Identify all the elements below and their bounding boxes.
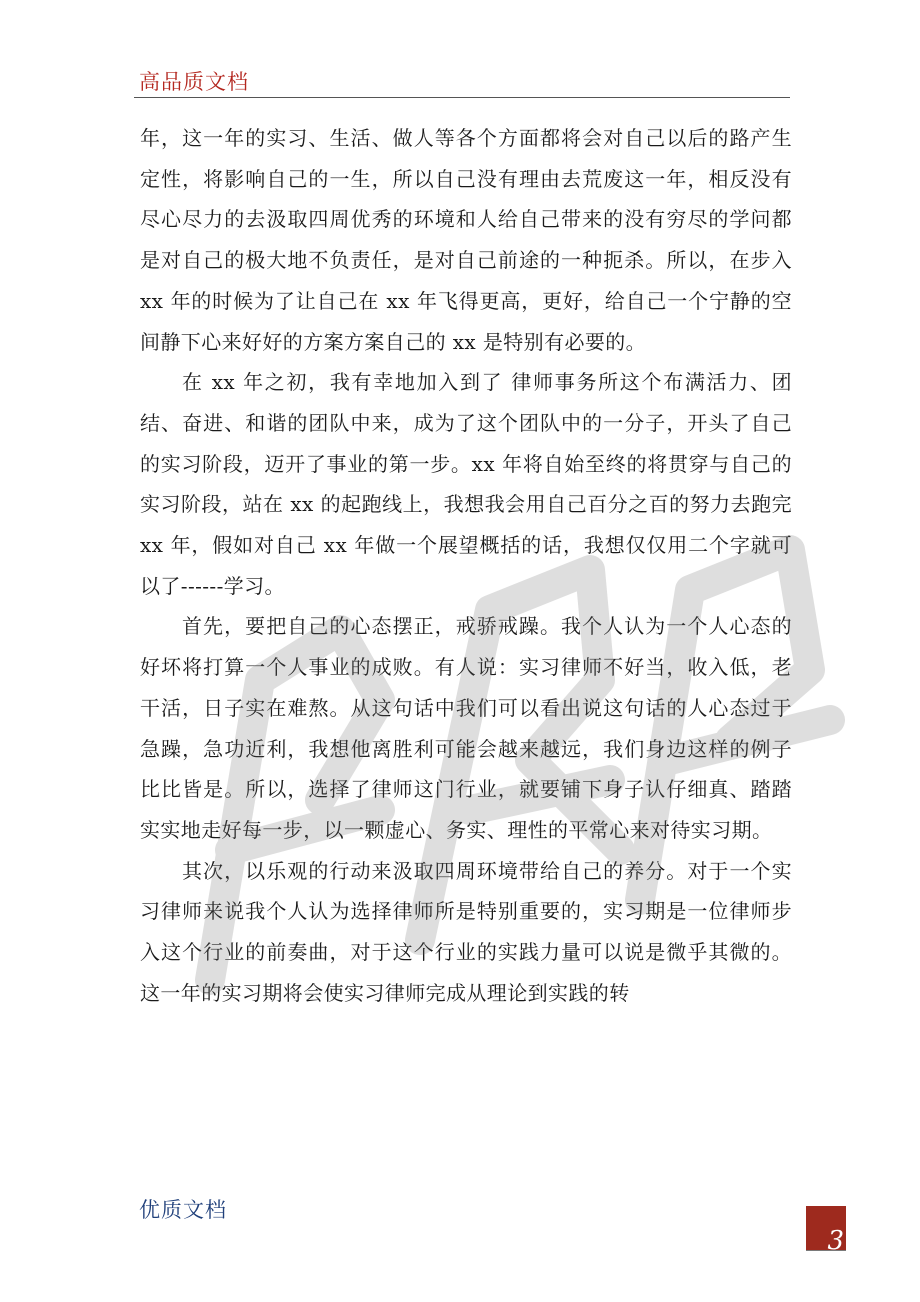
paragraph-2: 在 xx 年之初，我有幸地加入到了 律师事务所这个布满活力、团结、奋进、和谐的团队中来，成为了这个团队中的一分子，开头了自己的实习阶段，迈开了事业的第一步。xx 年将自始至终的将贯穿与自己的实习阶段，站在 xx 的起跑线上，我想我会用自己百分之百的努力去跑完 xx 年，假如对自己 xx 年做一个展望概括的话，我想仅仅用二个字就可以了------学习。	[140, 370, 792, 598]
footer-divider	[806, 1250, 846, 1251]
page-number-badge	[806, 1206, 846, 1256]
paragraph-1: 年，这一年的实习、生活、做人等各个方面都将会对自己以后的路产生定性，将影响自己的一生，所以自己没有理由去荒废这一年，相反没有尽心尽力的去汲取四周优秀的环境和人给自己带来的没有穷尽的学问都是对自己的极大地不负责任，是对自己前途的一种扼杀。所以，在步入 xx 年的时候为了让自己在 xx 年飞得更高，更好，给自己一个宁静的空间静下心来好好的方案方案自己的 xx 是特别有必要的。	[140, 126, 792, 354]
header-divider	[134, 97, 790, 98]
paragraph-4: 其次，以乐观的行动来汲取四周环境带给自己的养分。对于一个实习律师来说我个人认为选择律师所是特别重要的，实习期是一位律师步入这个行业的前奏曲，对于这个行业的实践力量可以说是微乎其微的。这一年的实习期将会使实习律师完成从理论到实践的转	[140, 858, 792, 1005]
page-number: 3	[827, 1226, 844, 1256]
paragraph-3: 首先，要把自己的心态摆正，戒骄戒躁。我个人认为一个人心态的好坏将打算一个人事业的成败。有人说：实习律师不好当，收入低，老干活，日子实在难熬。从这句话中我们可以看出说这句话的人心态过于急躁，急功近利，我想他离胜利可能会越来越远，我们身边这样的例子比比皆是。所以，选择了律师这门行业，就要铺下身子认仔细真、踏踏实实地走好每一步，以一颗虚心、务实、理性的平常心来对待实习期。	[140, 614, 792, 842]
document-body	[140, 118, 792, 1013]
header-title: 高品质文档	[139, 70, 249, 94]
footer-title: 优质文档	[139, 1198, 227, 1222]
